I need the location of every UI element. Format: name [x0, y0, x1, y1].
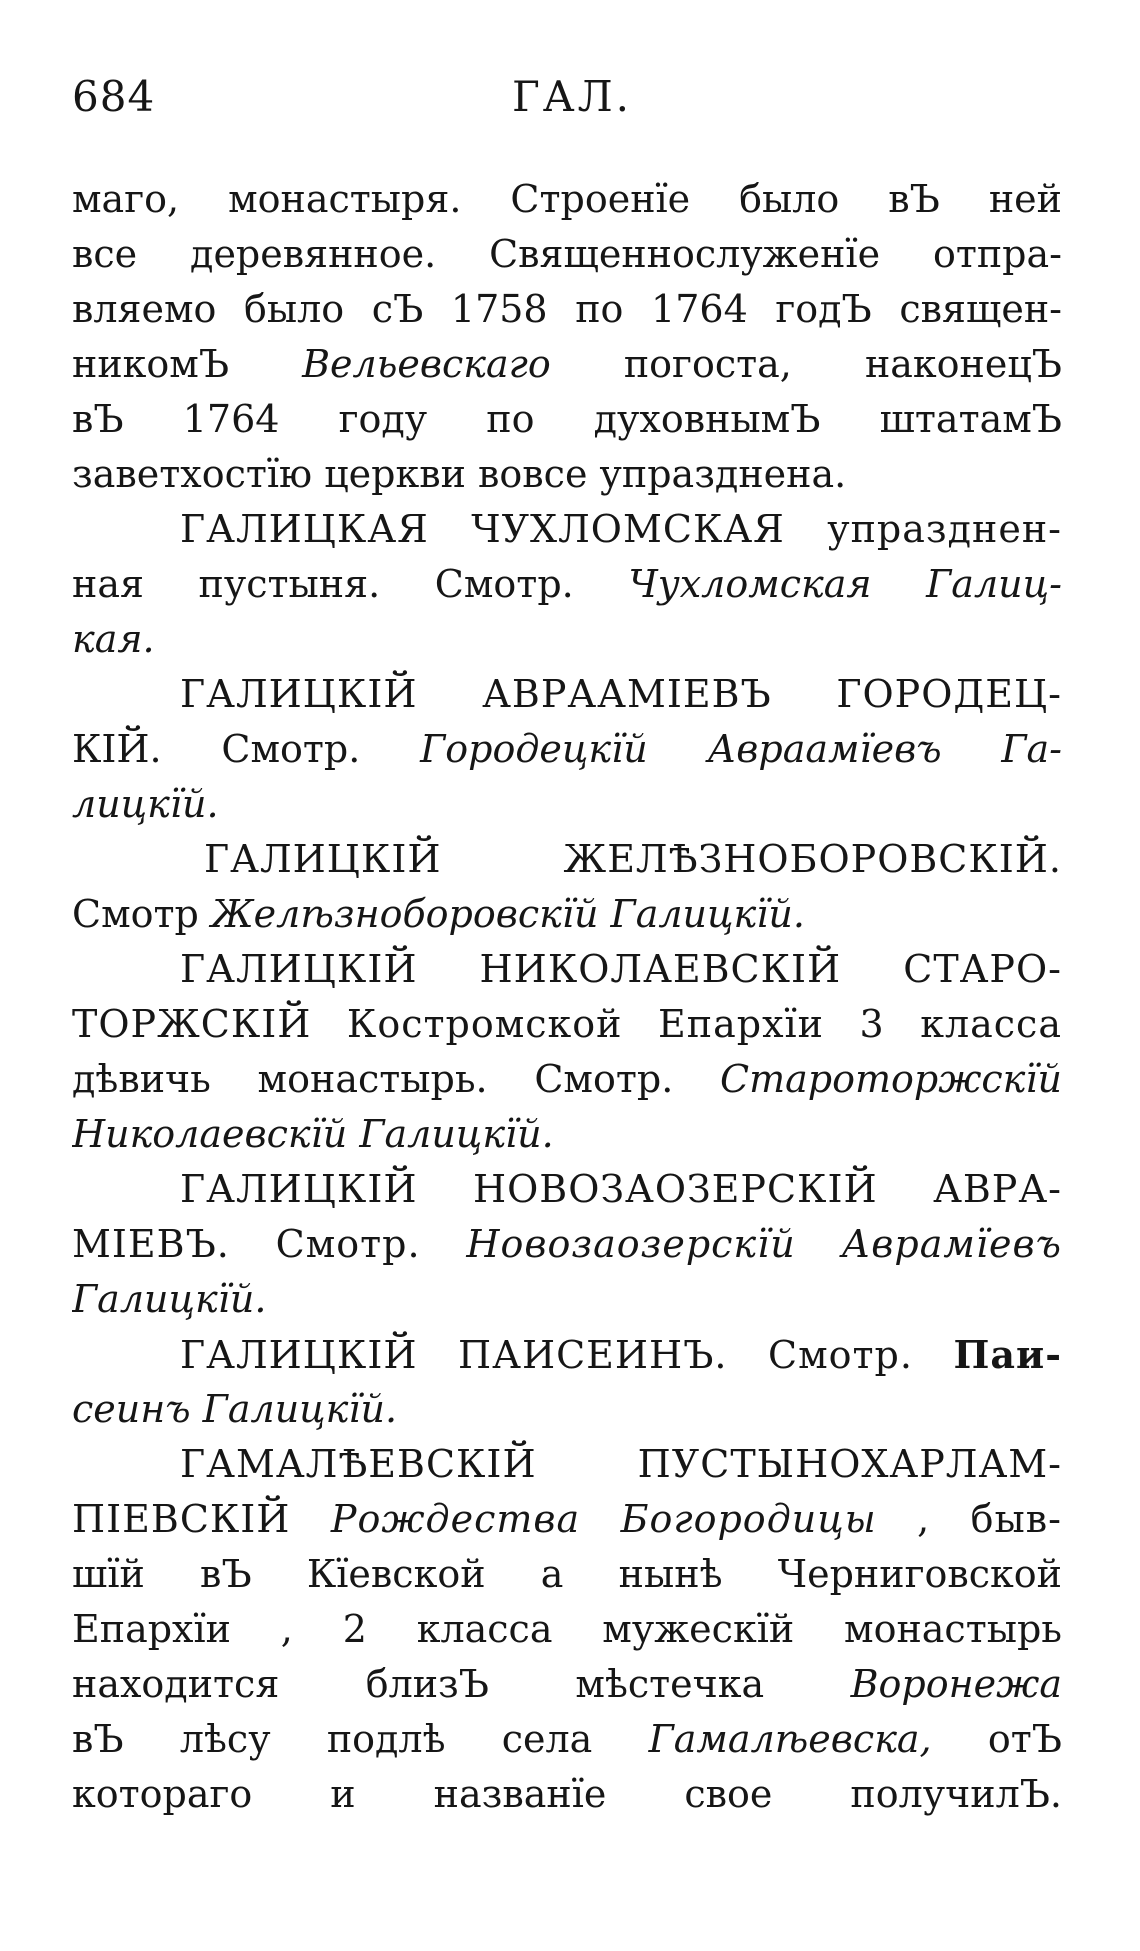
italic-text: Николаевскїй Галицкїй.: [72, 1112, 554, 1156]
text-line: вЪ 1764 году по духовнымЪ штатамЪ: [72, 397, 1062, 441]
text-line: Епархїи , 2 класса мужескїй монастырь: [72, 1607, 1062, 1651]
italic-text: кая.: [72, 617, 155, 661]
text-line: [72, 777, 1062, 832]
text-line: никомЪ Вельевскаго погоста, наконецЪ: [72, 342, 1062, 386]
body-text: [72, 172, 1062, 1822]
italic-text: Новозаозерскїй Аврамїевъ: [466, 1222, 1062, 1266]
text-line: ПIЕВСКIЙ Рождества Богородицы , быв-: [72, 1497, 1062, 1541]
text-line: [72, 1107, 1062, 1162]
entry-heading-line: ГАЛИЦКIЙ НИКОЛАЕВСКIЙ СТАРО-: [180, 947, 1062, 991]
italic-text: Рождества Богородицы: [330, 1497, 877, 1541]
text-line: все деревянное. Священнослуженїе отпра-: [72, 232, 1062, 276]
italic-text: Городецкїй Авраамїевъ Га-: [420, 727, 1062, 771]
text-line: котораго и названїе свое получилЪ.: [72, 1772, 1062, 1816]
italic-text: Чухломская Галиц-: [628, 562, 1062, 606]
page-number: 684: [72, 72, 156, 121]
text-line: заветхостїю церкви вовсе упразднена.: [72, 452, 847, 496]
text-line: вляемо было сЪ 1758 по 1764 годЪ священ-: [72, 287, 1062, 331]
running-head: ГАЛ.: [512, 72, 633, 121]
bold-text: Паи-: [953, 1332, 1062, 1377]
entry-heading-line: ГАЛИЦКIЙ АВРААМIЕВЪ ГОРОДЕЦ-: [180, 672, 1062, 716]
text-line: ТОРЖСКIЙ Костромской Епархїи 3 класса: [72, 1002, 1062, 1046]
text-line: ная пустыня. Смотр. Чухломская Галиц-: [72, 562, 1062, 606]
text-line: вЪ лѣсу подлѣ села Гамалѣевска, отЪ: [72, 1717, 1062, 1761]
text-line: Смотр Желѣзноборовскїй Галицкїй.: [72, 892, 805, 936]
text-line: [72, 1272, 1062, 1327]
text-line: [72, 1382, 1062, 1437]
italic-text: Желѣзноборовскїй Галицкїй.: [210, 892, 805, 936]
italic-text: Вельевскаго: [302, 342, 551, 386]
page-header: [72, 72, 1062, 132]
text-line: дѣвичь монастырь. Смотр. Староторжскїй: [72, 1057, 1062, 1101]
text-line: шїй вЪ Кїевской а нынѣ Черниговской: [72, 1552, 1062, 1596]
entry-heading-line: ГАЛИЦКIЙ ЖЕЛѢЗНОБОРОВСКIЙ.: [204, 837, 1062, 881]
italic-text: Воронежа: [850, 1662, 1062, 1706]
text-line: МIЕВЪ. Смотр. Новозаозерскїй Аврамїевъ: [72, 1222, 1062, 1266]
italic-text: Галицкїй.: [72, 1277, 267, 1321]
text-line: КIЙ. Смотр. Городецкїй Авраамїевъ Га-: [72, 727, 1062, 771]
entry-heading-line: ГАЛИЦКIЙ НОВОЗАОЗЕРСКIЙ АВРА-: [180, 1167, 1062, 1211]
italic-text: Староторжскїй: [720, 1057, 1062, 1101]
italic-text: сеинъ Галицкїй.: [72, 1387, 398, 1431]
italic-text: лицкїй.: [72, 782, 219, 826]
entry-heading-line: ГАЛИЦКIЙ ПАИСЕИНЪ. Смотр. Паи-: [180, 1332, 1062, 1377]
entry-heading-line: ГАЛИЦКАЯ ЧУХЛОМСКАЯ упразднен-: [180, 507, 1062, 551]
entry-heading-line: ГАМАЛѢЕВСКIЙ ПУСТЫНОХАРЛАМ-: [180, 1442, 1062, 1486]
text-line: маго, монастыря. Строенїе было вЪ ней: [72, 177, 1062, 221]
italic-text: Гамалѣевска,: [648, 1717, 932, 1761]
text-line: находится близЪ мѣстечка Воронежа: [72, 1662, 1062, 1706]
text-line: [72, 612, 1062, 667]
